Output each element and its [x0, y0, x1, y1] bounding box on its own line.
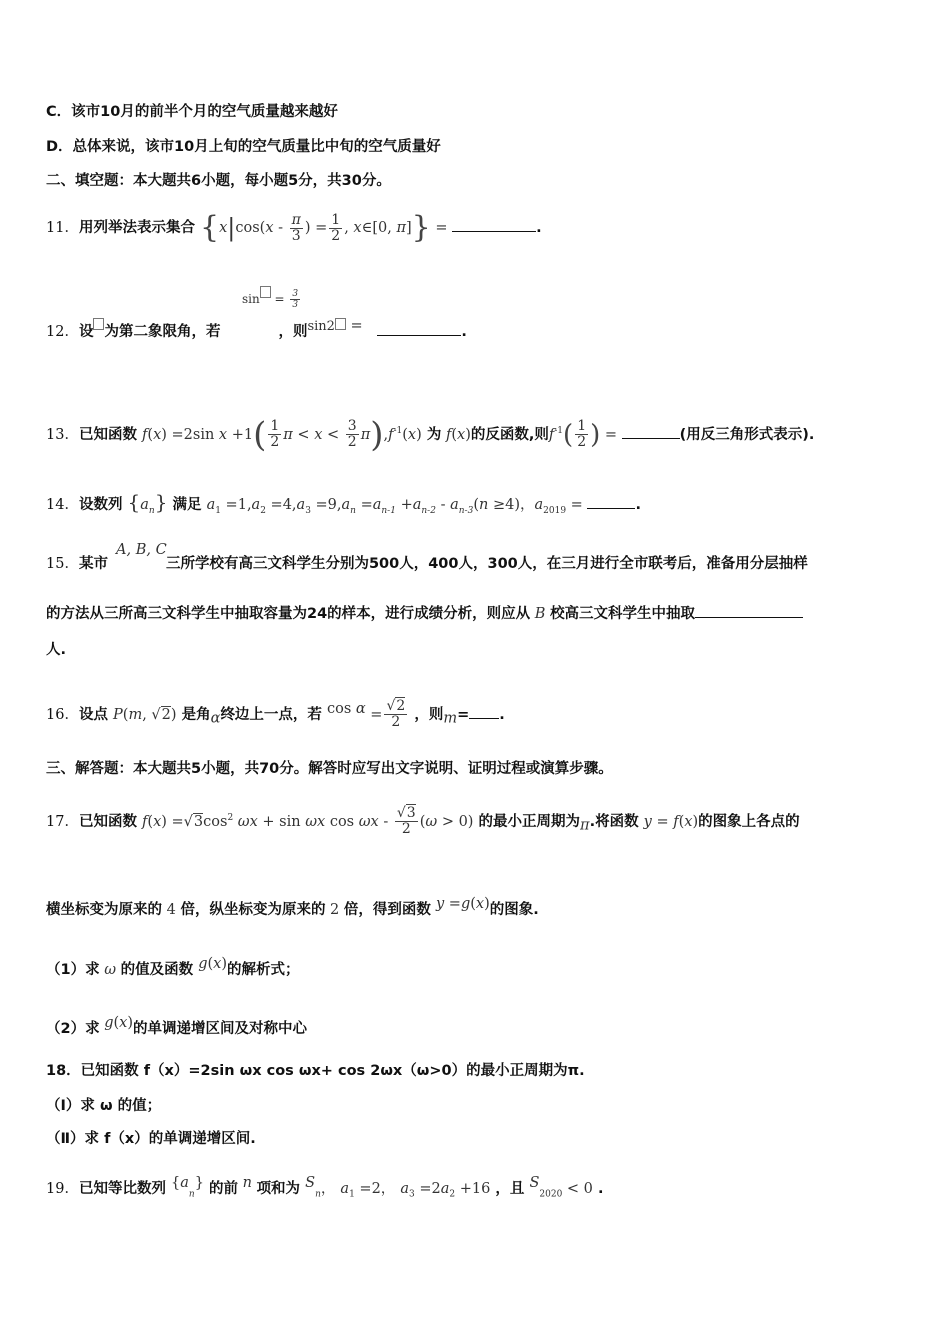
- set-expression: {x|cos(x - $\frac{\pi}{3}$ ) = $\frac{1}{2}$ , x∈[0, π]} =: [200, 210, 453, 245]
- question-14: 14．设数列 $\{a_n\}$ 满足 $a_1 =1,a_2 =4,a_3 =9,a_n =a_{n-1} +a_{n-2} - a_{n-3}(n \ge 4)$，$a_{2019}$ = .: [46, 490, 641, 516]
- question-19: 19．已知等比数列 $\{a_n\}$ 的前 n 项和为 $S_n$， $a_1 =2$， $a_3 =2a_2 +16$ ，且 $S_{2020} < 0$ .: [46, 1175, 604, 1200]
- question-17-part-1: （1）求 ω 的值及函数 g(x)的解析式；: [46, 956, 300, 978]
- answer-blank-11[interactable]: [452, 217, 536, 232]
- question-13: 13．已知函数 f(x) =2sin x +1( $\frac{1}{2}$ π < x < $\frac{3}{2}$ $\pi),f^{-1}(x)$ 为 f(x)的反函数,则$f^{-1}$( $\frac{1}{2}$ ) = (用反三角形式表示).: [46, 414, 815, 455]
- function-expression: f(x) =2sin x +1( $\frac{1}{2}$ π < x < $\frac{3}{2}$ π): [142, 414, 384, 455]
- section-fill-blank: 二、填空题：本大题共6小题，每小题5分，共30分。: [46, 173, 391, 189]
- answer-blank-15[interactable]: [695, 603, 803, 618]
- theta-placeholder-icon: [93, 318, 104, 330]
- question-17-line-2: 横坐标变为原来的 4 倍，纵坐标变为原来的 2 倍，得到函数 y =g(x)的图象.: [46, 896, 539, 918]
- question-18: 18．已知函数 f（x）=2sin ωx cos ωx+ cos 2ωx（ω>0）的最小正周期为π.: [46, 1063, 585, 1079]
- answer-blank-12[interactable]: [377, 321, 461, 336]
- option-c: C．该市10月的前半个月的空气质量越来越好: [46, 104, 338, 120]
- question-12: 12．设 为第二象限角，若 ，则sin2 = .: [46, 318, 467, 340]
- theta-placeholder-icon: [260, 286, 271, 298]
- option-d: D．总体来说，该市10月上旬的空气质量比中旬的空气质量好: [46, 139, 441, 155]
- answer-blank-14[interactable]: [587, 494, 635, 509]
- question-11: 11．用列举法表示集合 {x|cos(x - $\frac{\pi}{3}$ ) = $\frac{1}{2}$ , x∈[0, π]} = .: [46, 210, 542, 245]
- answer-blank-13[interactable]: [622, 424, 680, 439]
- question-15-line-3: 人.: [46, 642, 67, 658]
- question-16: 16．设点 P(m, √2) 是角α终边上一点，若 cos α = $\frac{√2}{2}$ ，则m= .: [46, 698, 505, 731]
- question-18-part-2: （Ⅱ）求 f（x）的单调递增区间.: [46, 1131, 256, 1147]
- question-15-line-2: 的方法从三所高三文科学生中抽取容量为24的样本，进行成绩分析，则应从 B 校高三文科学生中抽取: [46, 603, 803, 624]
- theta-placeholder-icon: [335, 318, 346, 330]
- answer-blank-16[interactable]: [469, 704, 499, 719]
- sin-given-expr: sin = $\frac{3}{3}$: [46, 286, 302, 310]
- section-solutions: 三、解答题：本大题共5小题，共70分。解答时应写出文字说明、证明过程或演算步骤。: [46, 761, 613, 777]
- question-15-line-1: 15．某市 三所学校有高三文科学生分别为500人，400人，300人，在三月进行全市联考后，准备用分层抽样: [46, 556, 808, 572]
- function-expression: $f(x) =√3\cos^2$ ωx + sin ωx cos ωx - $\frac{√3}{2}$ (ω > 0): [142, 805, 474, 838]
- school-labels: A, B, C: [116, 542, 167, 558]
- question-17-line-1: 17．已知函数 $f(x) =√3\cos^2$ ωx + sin ωx cos ωx - $\frac{√3}{2}$ (ω > 0) 的最小正周期为π.将函数 y = f(x)的图象上各点的: [46, 805, 800, 838]
- question-17-part-2: （2）求 g(x)的单调递增区间及对称中心: [46, 1015, 308, 1037]
- question-18-part-1: （Ⅰ）求 ω 的值；: [46, 1098, 162, 1114]
